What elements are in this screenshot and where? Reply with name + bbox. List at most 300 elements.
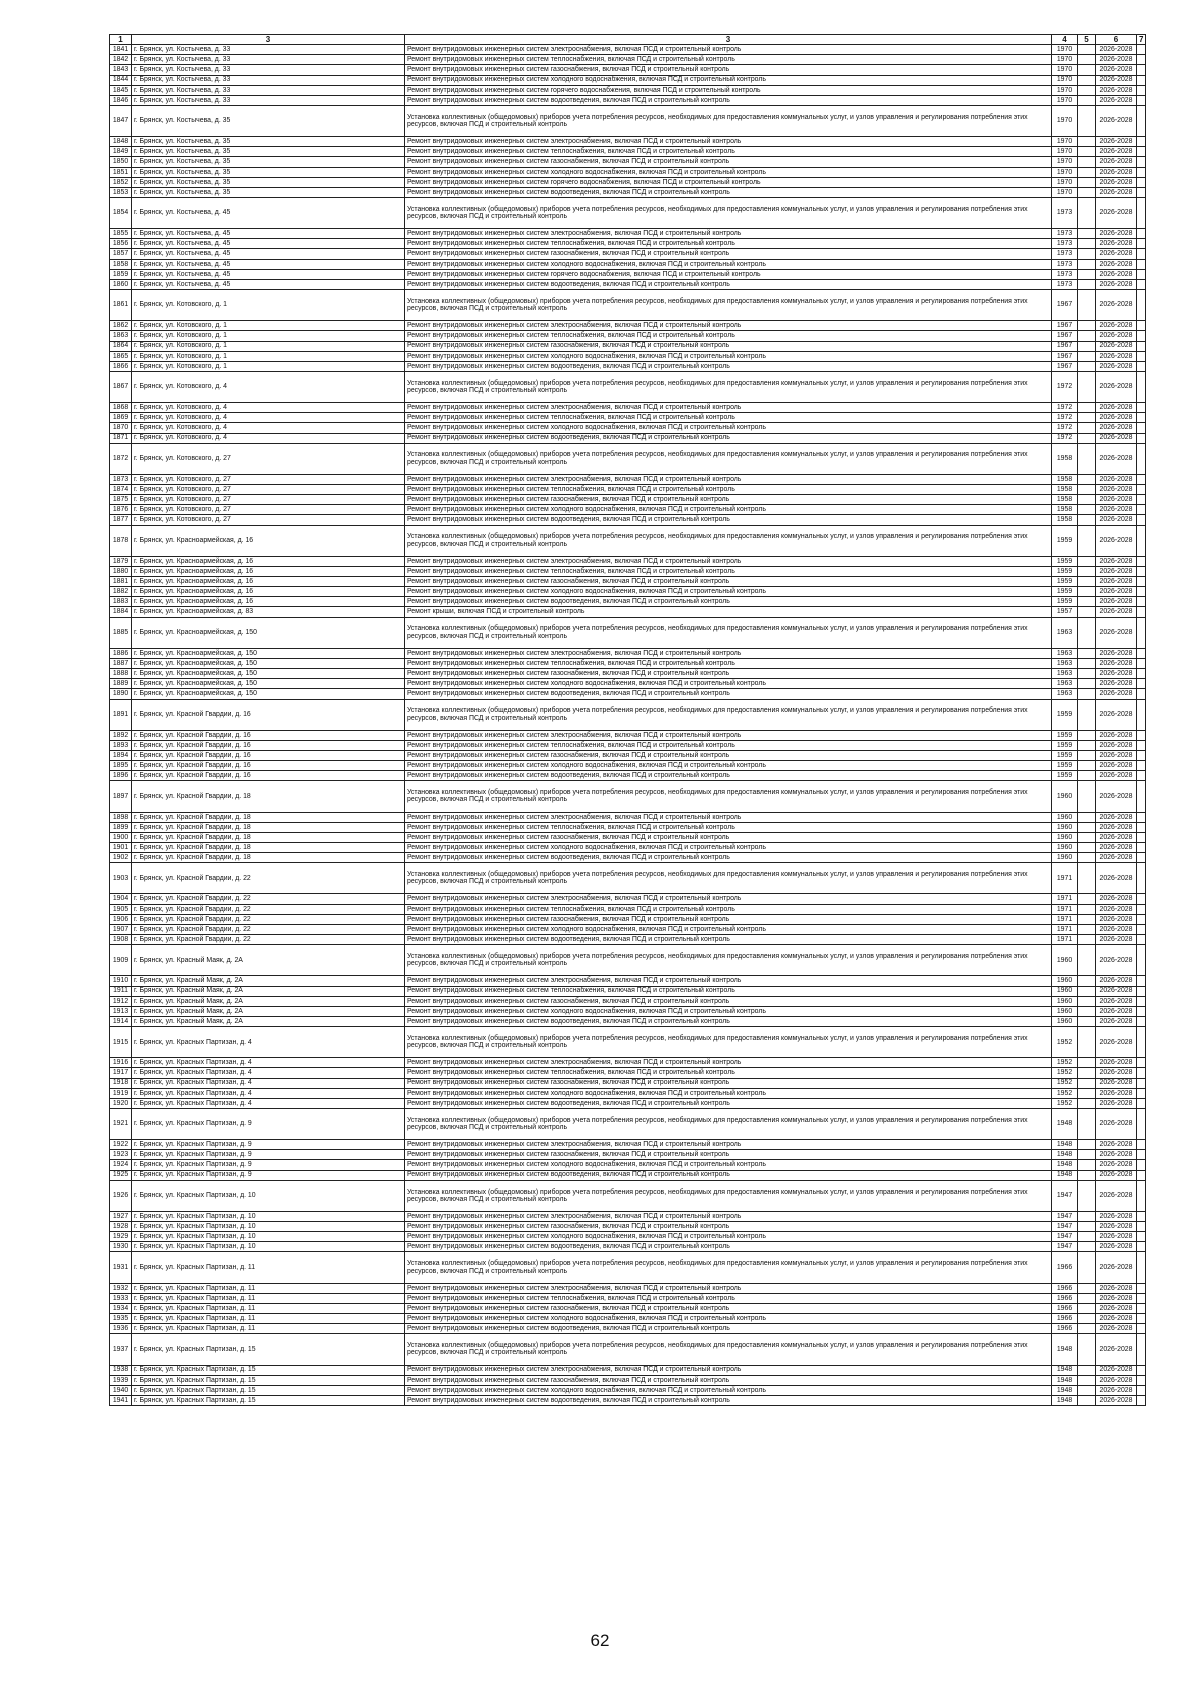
address: г. Брянск, ул. Котовского, д. 1 [132,290,405,321]
table-row [110,689,1146,699]
year-built: 1960 [1052,945,1078,976]
work-type: Ремонт внутридомовых инженерных систем холодного водоснабжения, включая ПСД и строительный контроль [405,259,1052,269]
empty-cell [1137,1293,1146,1303]
table-row [110,239,1146,249]
empty-cell [1137,597,1146,607]
table-row [110,85,1146,95]
row-number: 1861 [110,290,132,321]
work-type: Ремонт внутридомовых инженерных систем теплоснабжения, включая ПСД и строительный контроль [405,1293,1052,1303]
header-cell: 3 [405,35,1052,45]
address: г. Брянск, ул. Красных Партизан, д. 9 [132,1160,405,1170]
row-number: 1859 [110,269,132,279]
empty-cell [1078,105,1096,136]
row-number: 1936 [110,1324,132,1334]
row-number: 1875 [110,495,132,505]
empty-cell [1078,341,1096,351]
empty-cell [1137,177,1146,187]
empty-cell [1078,924,1096,934]
year-built: 1971 [1052,894,1078,904]
table-row [110,1006,1146,1016]
period: 2026-2028 [1096,669,1137,679]
address: г. Брянск, ул. Красных Партизан, д. 9 [132,1140,405,1150]
address: г. Брянск, ул. Красных Партизан, д. 11 [132,1252,405,1283]
work-type: Ремонт внутридомовых инженерных систем теплоснабжения, включая ПСД и строительный контроль [405,1068,1052,1078]
empty-cell [1078,198,1096,229]
empty-cell [1137,137,1146,147]
row-number: 1845 [110,85,132,95]
work-type: Ремонт внутридомовых инженерных систем газоснабжения, включая ПСД и строительный контроль [405,1078,1052,1088]
address: г. Брянск, ул. Красноармейская, д. 150 [132,679,405,689]
address: г. Брянск, ул. Красных Партизан, д. 10 [132,1211,405,1221]
work-type: Ремонт внутридомовых инженерных систем холодного водоснабжения, включая ПСД и строительный контроль [405,1006,1052,1016]
empty-cell [1078,239,1096,249]
empty-cell [1078,443,1096,474]
year-built: 1948 [1052,1385,1078,1395]
empty-cell [1137,55,1146,65]
table-row [110,1385,1146,1395]
empty-cell [1078,996,1096,1006]
empty-cell [1137,996,1146,1006]
header-cell: 5 [1078,35,1096,45]
address: г. Брянск, ул. Котовского, д. 1 [132,341,405,351]
empty-cell [1137,351,1146,361]
period: 2026-2028 [1096,587,1137,597]
period: 2026-2028 [1096,45,1137,55]
work-type: Ремонт внутридомовых инженерных систем газоснабжения, включая ПСД и строительный контроль [405,996,1052,1006]
empty-cell [1137,361,1146,371]
period: 2026-2028 [1096,822,1137,832]
work-type: Ремонт внутридомовых инженерных систем водоотведения, включая ПСД и строительный контроль [405,853,1052,863]
year-built: 1966 [1052,1283,1078,1293]
year-built: 1963 [1052,648,1078,658]
empty-cell [1078,403,1096,413]
work-type: Ремонт внутридомовых инженерных систем теплоснабжения, включая ПСД и строительный контроль [405,413,1052,423]
empty-cell [1137,331,1146,341]
row-number: 1892 [110,730,132,740]
year-built: 1967 [1052,290,1078,321]
empty-cell [1078,1324,1096,1334]
address: г. Брянск, ул. Котовского, д. 27 [132,474,405,484]
row-number: 1865 [110,351,132,361]
empty-cell [1078,351,1096,361]
empty-cell [1137,781,1146,812]
period: 2026-2028 [1096,556,1137,566]
table-row [110,1252,1146,1283]
table-row [110,1293,1146,1303]
empty-cell [1137,505,1146,515]
row-number: 1863 [110,331,132,341]
empty-cell [1078,617,1096,648]
table-row [110,249,1146,259]
work-type: Ремонт внутридомовых инженерных систем газоснабжения, включая ПСД и строительный контроль [405,1222,1052,1232]
period: 2026-2028 [1096,1068,1137,1078]
row-number: 1885 [110,617,132,648]
address: г. Брянск, ул. Красных Партизан, д. 15 [132,1395,405,1405]
empty-cell [1137,1232,1146,1242]
empty-cell [1078,331,1096,341]
empty-cell [1137,924,1146,934]
empty-cell [1078,423,1096,433]
table-row [110,679,1146,689]
empty-cell [1078,433,1096,443]
work-type: Ремонт внутридомовых инженерных систем водоотведения, включая ПСД и строительный контроль [405,597,1052,607]
period: 2026-2028 [1096,863,1137,894]
header-cell: 4 [1052,35,1078,45]
address: г. Брянск, ул. Красной Гвардии, д. 16 [132,761,405,771]
work-type: Ремонт внутридомовых инженерных систем теплоснабжения, включая ПСД и строительный контроль [405,566,1052,576]
work-type: Установка коллективных (общедомовых) приборов учета потребления ресурсов, необходимых для предоставления коммунальных услуг, и узлов управления и регулирования потребления этих ресурсов, включая ПСД и строительный контроль [405,198,1052,229]
empty-cell [1078,1293,1096,1303]
table-row [110,229,1146,239]
year-built: 1973 [1052,229,1078,239]
empty-cell [1137,433,1146,443]
year-built: 1959 [1052,771,1078,781]
address: г. Брянск, ул. Красных Партизан, д. 11 [132,1314,405,1324]
year-built: 1970 [1052,167,1078,177]
row-number: 1908 [110,935,132,945]
empty-cell [1137,1180,1146,1211]
address: г. Брянск, ул. Красной Гвардии, д. 16 [132,750,405,760]
period: 2026-2028 [1096,177,1137,187]
year-built: 1960 [1052,781,1078,812]
empty-cell [1078,945,1096,976]
row-number: 1888 [110,669,132,679]
row-number: 1937 [110,1334,132,1365]
empty-cell [1137,1108,1146,1139]
table-row [110,648,1146,658]
empty-cell [1078,249,1096,259]
empty-cell [1137,1314,1146,1324]
row-number: 1880 [110,566,132,576]
empty-cell [1137,1385,1146,1395]
table-row [110,1160,1146,1170]
period: 2026-2028 [1096,1375,1137,1385]
empty-cell [1078,187,1096,197]
work-type: Ремонт внутридомовых инженерных систем холодного водоснабжения, включая ПСД и строительный контроль [405,1314,1052,1324]
empty-cell [1078,843,1096,853]
table-row [110,525,1146,556]
address: г. Брянск, ул. Красных Партизан, д. 10 [132,1222,405,1232]
row-number: 1858 [110,259,132,269]
year-built: 1970 [1052,85,1078,95]
empty-cell [1137,1088,1146,1098]
address: г. Брянск, ул. Костычева, д. 45 [132,249,405,259]
address: г. Брянск, ул. Красных Партизан, д. 4 [132,1068,405,1078]
row-number: 1889 [110,679,132,689]
table-row [110,669,1146,679]
period: 2026-2028 [1096,1293,1137,1303]
empty-cell [1137,259,1146,269]
work-type: Ремонт внутридомовых инженерных систем водоотведения, включая ПСД и строительный контроль [405,1324,1052,1334]
year-built: 1958 [1052,515,1078,525]
address: г. Брянск, ул. Красной Гвардии, д. 22 [132,894,405,904]
period: 2026-2028 [1096,269,1137,279]
empty-cell [1137,1252,1146,1283]
period: 2026-2028 [1096,1027,1137,1058]
work-type: Ремонт внутридомовых инженерных систем холодного водоснабжения, включая ПСД и строительный контроль [405,1385,1052,1395]
work-type: Ремонт внутридомовых инженерных систем холодного водоснабжения, включая ПСД и строительный контроль [405,843,1052,853]
row-number: 1884 [110,607,132,617]
table-row [110,1211,1146,1221]
work-type: Ремонт внутридомовых инженерных систем газоснабжения, включая ПСД и строительный контроль [405,65,1052,75]
empty-cell [1137,730,1146,740]
table-row [110,832,1146,842]
empty-cell [1078,1222,1096,1232]
empty-cell [1078,822,1096,832]
year-built: 1971 [1052,935,1078,945]
row-number: 1916 [110,1058,132,1068]
address: г. Брянск, ул. Красных Партизан, д. 15 [132,1365,405,1375]
year-built: 1958 [1052,505,1078,515]
address: г. Брянск, ул. Котовского, д. 4 [132,403,405,413]
work-type: Установка коллективных (общедомовых) приборов учета потребления ресурсов, необходимых для предоставления коммунальных услуг, и узлов управления и регулирования потребления этих ресурсов, включая ПСД и строительный контроль [405,1252,1052,1283]
table-row [110,577,1146,587]
period: 2026-2028 [1096,843,1137,853]
table-row [110,55,1146,65]
period: 2026-2028 [1096,137,1137,147]
row-number: 1932 [110,1283,132,1293]
year-built: 1948 [1052,1395,1078,1405]
address: г. Брянск, ул. Красноармейская, д. 150 [132,617,405,648]
address: г. Брянск, ул. Костычева, д. 45 [132,198,405,229]
work-type: Ремонт внутридомовых инженерных систем газоснабжения, включая ПСД и строительный контроль [405,341,1052,351]
year-built: 1971 [1052,914,1078,924]
address: г. Брянск, ул. Красной Гвардии, д. 16 [132,730,405,740]
table-row [110,1027,1146,1058]
year-built: 1960 [1052,843,1078,853]
empty-cell [1078,485,1096,495]
row-number: 1868 [110,403,132,413]
address: г. Брянск, ул. Костычева, д. 45 [132,269,405,279]
empty-cell [1137,556,1146,566]
row-number: 1925 [110,1170,132,1180]
period: 2026-2028 [1096,832,1137,842]
work-type: Установка коллективных (общедомовых) приборов учета потребления ресурсов, необходимых для предоставления коммунальных услуг, и узлов управления и регулирования потребления этих ресурсов, включая ПСД и строительный контроль [405,781,1052,812]
table-header-row [110,35,1146,45]
period: 2026-2028 [1096,279,1137,289]
empty-cell [1137,75,1146,85]
empty-cell [1137,105,1146,136]
year-built: 1959 [1052,587,1078,597]
empty-cell [1078,771,1096,781]
address: г. Брянск, ул. Красных Партизан, д. 11 [132,1293,405,1303]
row-number: 1904 [110,894,132,904]
empty-cell [1137,1242,1146,1252]
row-number: 1886 [110,648,132,658]
row-number: 1849 [110,147,132,157]
table-row [110,1088,1146,1098]
table-row [110,485,1146,495]
work-type: Ремонт внутридомовых инженерных систем газоснабжения, включая ПСД и строительный контроль [405,914,1052,924]
address: г. Брянск, ул. Красных Партизан, д. 9 [132,1170,405,1180]
period: 2026-2028 [1096,699,1137,730]
empty-cell [1137,269,1146,279]
table-row [110,1242,1146,1252]
work-type: Ремонт внутридомовых инженерных систем электроснабжения, включая ПСД и строительный контроль [405,137,1052,147]
period: 2026-2028 [1096,761,1137,771]
table-row [110,863,1146,894]
table-row [110,761,1146,771]
year-built: 1947 [1052,1232,1078,1242]
period: 2026-2028 [1096,187,1137,197]
row-number: 1941 [110,1395,132,1405]
period: 2026-2028 [1096,157,1137,167]
row-number: 1867 [110,371,132,402]
year-built: 1973 [1052,259,1078,269]
period: 2026-2028 [1096,85,1137,95]
work-type: Ремонт внутридомовых инженерных систем электроснабжения, включая ПСД и строительный контроль [405,45,1052,55]
period: 2026-2028 [1096,495,1137,505]
period: 2026-2028 [1096,1016,1137,1026]
table-row [110,781,1146,812]
table-row [110,1016,1146,1026]
year-built: 1959 [1052,577,1078,587]
empty-cell [1078,413,1096,423]
work-type: Ремонт внутридомовых инженерных систем холодного водоснабжения, включая ПСД и строительный контроль [405,679,1052,689]
empty-cell [1078,904,1096,914]
table-row [110,904,1146,914]
row-number: 1910 [110,976,132,986]
empty-cell [1078,1027,1096,1058]
work-type: Ремонт внутридомовых инженерных систем газоснабжения, включая ПСД и строительный контроль [405,577,1052,587]
empty-cell [1137,1211,1146,1221]
year-built: 1952 [1052,1027,1078,1058]
empty-cell [1078,894,1096,904]
empty-cell [1078,505,1096,515]
row-number: 1907 [110,924,132,934]
empty-cell [1078,269,1096,279]
table-row [110,1283,1146,1293]
address: г. Брянск, ул. Котовского, д. 1 [132,351,405,361]
table-row [110,617,1146,648]
empty-cell [1137,904,1146,914]
address: г. Брянск, ул. Красной Гвардии, д. 18 [132,832,405,842]
period: 2026-2028 [1096,577,1137,587]
year-built: 1973 [1052,269,1078,279]
year-built: 1960 [1052,976,1078,986]
table-row [110,1098,1146,1108]
year-built: 1970 [1052,105,1078,136]
empty-cell [1137,577,1146,587]
work-type: Ремонт внутридомовых инженерных систем газоснабжения, включая ПСД и строительный контроль [405,249,1052,259]
period: 2026-2028 [1096,1211,1137,1221]
row-number: 1897 [110,781,132,812]
address: г. Брянск, ул. Красноармейская, д. 16 [132,556,405,566]
table-row [110,894,1146,904]
empty-cell [1078,65,1096,75]
table-row [110,1140,1146,1150]
address: г. Брянск, ул. Костычева, д. 35 [132,157,405,167]
address: г. Брянск, ул. Котовского, д. 27 [132,515,405,525]
year-built: 1958 [1052,495,1078,505]
empty-cell [1078,525,1096,556]
empty-cell [1078,566,1096,576]
address: г. Брянск, ул. Костычева, д. 35 [132,137,405,147]
period: 2026-2028 [1096,597,1137,607]
address: г. Брянск, ул. Красных Партизан, д. 11 [132,1324,405,1334]
address: г. Брянск, ул. Красной Гвардии, д. 22 [132,914,405,924]
year-built: 1972 [1052,371,1078,402]
period: 2026-2028 [1096,1108,1137,1139]
table-row [110,1314,1146,1324]
row-number: 1887 [110,658,132,668]
period: 2026-2028 [1096,75,1137,85]
period: 2026-2028 [1096,771,1137,781]
work-type: Ремонт внутридомовых инженерных систем холодного водоснабжения, включая ПСД и строительный контроль [405,1232,1052,1242]
empty-cell [1078,607,1096,617]
address: г. Брянск, ул. Котовского, д. 1 [132,321,405,331]
table-row [110,914,1146,924]
period: 2026-2028 [1096,167,1137,177]
empty-cell [1137,1140,1146,1150]
address: г. Брянск, ул. Красных Партизан, д. 10 [132,1242,405,1252]
empty-cell [1137,607,1146,617]
empty-cell [1078,147,1096,157]
table-row [110,505,1146,515]
row-number: 1921 [110,1108,132,1139]
empty-cell [1137,147,1146,157]
row-number: 1852 [110,177,132,187]
period: 2026-2028 [1096,423,1137,433]
empty-cell [1078,781,1096,812]
row-number: 1919 [110,1088,132,1098]
table-row [110,341,1146,351]
year-built: 1952 [1052,1058,1078,1068]
empty-cell [1078,361,1096,371]
empty-cell [1078,137,1096,147]
year-built: 1966 [1052,1252,1078,1283]
empty-cell [1137,771,1146,781]
address: г. Брянск, ул. Красной Гвардии, д. 16 [132,771,405,781]
address: г. Брянск, ул. Красных Партизан, д. 4 [132,1058,405,1068]
period: 2026-2028 [1096,1314,1137,1324]
empty-cell [1078,812,1096,822]
work-type: Ремонт внутридомовых инженерных систем горячего водоснабжения, включая ПСД и строительный контроль [405,85,1052,95]
table-row [110,597,1146,607]
empty-cell [1078,95,1096,105]
year-built: 1947 [1052,1222,1078,1232]
empty-cell [1078,1068,1096,1078]
row-number: 1851 [110,167,132,177]
work-type: Ремонт внутридомовых инженерных систем электроснабжения, включая ПСД и строительный контроль [405,403,1052,413]
period: 2026-2028 [1096,1334,1137,1365]
address: г. Брянск, ул. Красной Гвардии, д. 22 [132,924,405,934]
row-number: 1901 [110,843,132,853]
year-built: 1970 [1052,75,1078,85]
empty-cell [1078,750,1096,760]
address: г. Брянск, ул. Костычева, д. 45 [132,239,405,249]
period: 2026-2028 [1096,566,1137,576]
row-number: 1871 [110,433,132,443]
table-row [110,1150,1146,1160]
row-number: 1891 [110,699,132,730]
year-built: 1948 [1052,1108,1078,1139]
row-number: 1917 [110,1068,132,1078]
header-cell: 7 [1137,35,1146,45]
work-type: Ремонт внутридомовых инженерных систем электроснабжения, включая ПСД и строительный контроль [405,1140,1052,1150]
year-built: 1970 [1052,177,1078,187]
row-number: 1911 [110,986,132,996]
empty-cell [1078,290,1096,321]
table-row [110,1180,1146,1211]
empty-cell [1137,976,1146,986]
empty-cell [1078,229,1096,239]
address: г. Брянск, ул. Красный Маяк, д. 2А [132,976,405,986]
row-number: 1841 [110,45,132,55]
work-type: Ремонт внутридомовых инженерных систем газоснабжения, включая ПСД и строительный контроль [405,832,1052,842]
work-type: Ремонт внутридомовых инженерных систем электроснабжения, включая ПСД и строительный контроль [405,812,1052,822]
empty-cell [1078,85,1096,95]
